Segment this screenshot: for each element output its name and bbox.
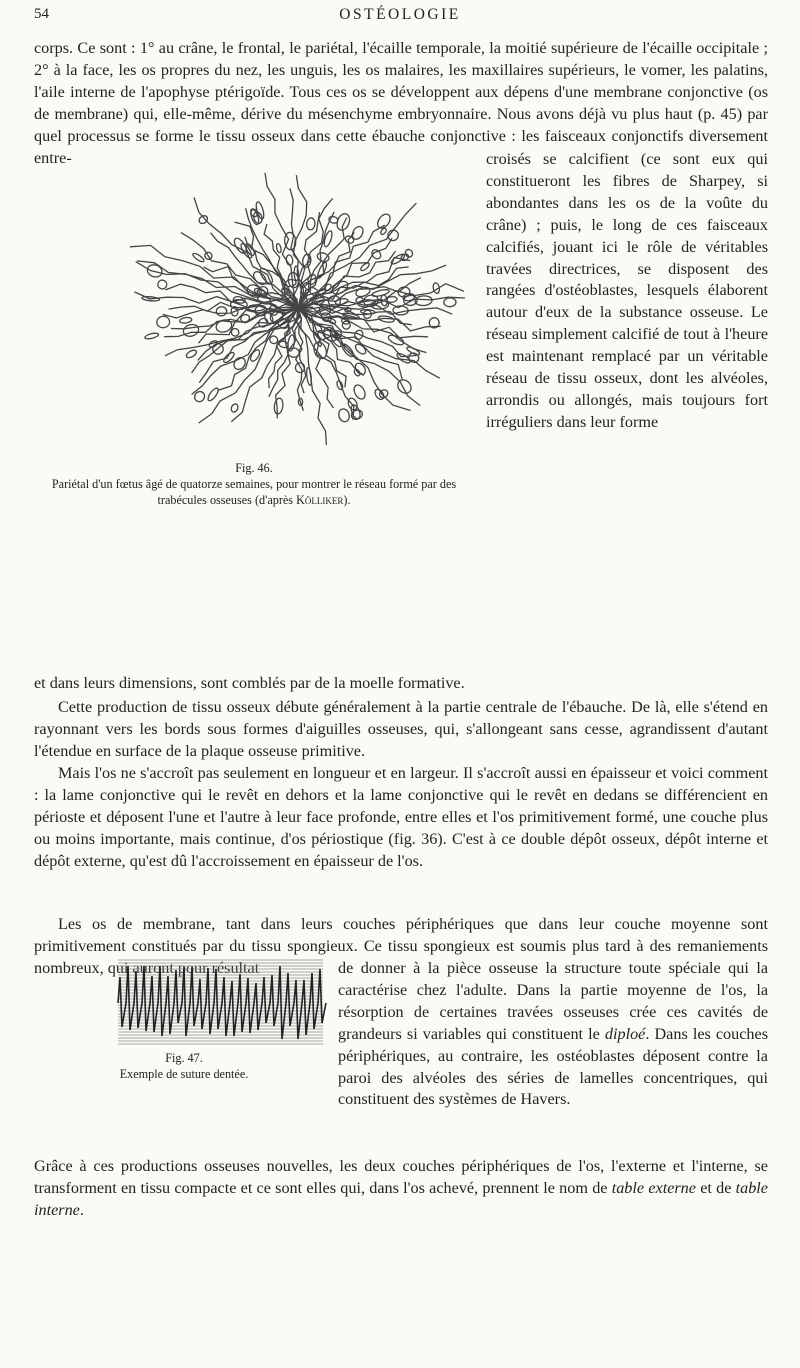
trabecula	[298, 265, 446, 308]
alveolus	[316, 261, 328, 279]
alveolus	[273, 398, 284, 415]
alveolus	[232, 355, 248, 371]
figure-47-caption: Exemple de suture dentée.	[119, 1067, 249, 1081]
paragraph-1: corps. Ce sont : 1° au crâne, le frontal, le pariétal, l'écaille temporale, la moitié supérieure de l'écaille occipitale ; 2° à la face, les os propres du nez, les unguis, les os malaires, les maxillaires supérieurs, le vomer, les palatins, l'aile interne de l'apophyse ptérigoïde. Tous ces os se développent aux dépens d'une membrane conjonctive (os de membrane) qui, elle-même, dérive du mésenchyme embryonnaire. Nous avons déjà vu plus haut (p. 45) par quel processus se forme le tissu osseux dans cette ébauche conjonctive : les faisceaux conjonctifs diversement entre-	[34, 39, 768, 167]
page-header	[34, 6, 766, 28]
paragraph-1-end: et dans leurs dimensions, sont comblés par de la moelle formative.	[34, 674, 465, 692]
alveolus	[337, 408, 351, 424]
alveolus	[406, 346, 421, 357]
alveolus	[144, 332, 159, 340]
term-diploe: diploé	[604, 1024, 646, 1043]
alveolus	[179, 317, 192, 324]
alveolus	[182, 323, 200, 338]
page-number: 54	[34, 6, 49, 22]
figure-46-author: Kölliker	[296, 493, 344, 507]
paragraph-4-start: Les os de membrane, tant dans leurs couches périphériques que dans leur couche moyenne sont primitivement constitués par du tissu spongieux. Ce tissu spongieux est soumis plus tard à des remaniements nombreux, qui auront pour résultat	[34, 915, 768, 977]
alveolus	[371, 288, 390, 297]
term-table-externe: table externe	[611, 1178, 696, 1197]
figure-46-caption-block	[34, 460, 474, 508]
paragraph-2: Cette production de tissu osseux débute généralement à la partie centrale de l'ébauche. De là, elle s'étend en rayonnant vers les bords sous formes d'aiguilles osseuses, qui, s'allongeant sans cesse, agrandissent d'autant l'étendue en surface de la plaque osseuse primitive.	[34, 698, 768, 760]
alveolus	[375, 212, 392, 231]
alveolus	[216, 307, 227, 317]
alveolus	[276, 243, 282, 253]
alveolus	[192, 252, 205, 263]
alveolus	[386, 228, 401, 243]
alveolus	[386, 296, 397, 303]
alveolus	[352, 383, 368, 401]
alveolus	[340, 342, 355, 358]
alveolus	[302, 254, 312, 268]
alveolus	[230, 403, 239, 413]
alveolus	[206, 387, 220, 403]
figure-47-label: Fig. 47.	[165, 1051, 203, 1065]
paragraph-3: Mais l'os ne s'accroît pas seulement en longueur et en largeur. Il s'accroît aussi en épaisseur et voici comment : la lame conjonctive qui le revêt en dehors et la lame conjonctive qui le revêt en dedans se différencient en périoste et déposent l'une et l'autre à leur face profonde, entre elles et l'os primitivement formé, une couche plus ou moins importante, mais continue, d'os périostique (fig. 36). C'est à ce double dépôt osseux, dépôt interne et dépôt externe, qu'est dû l'accroissement en épaisseur de l'os.	[34, 764, 768, 870]
alveolus	[198, 214, 209, 225]
alveolus	[349, 404, 361, 420]
alveolus	[316, 251, 330, 263]
alveolus	[432, 282, 440, 294]
figure-46-parietal-network	[118, 158, 478, 458]
paragraph-4-end: Grâce à ces productions osseuses nouvelles, les deux couches périphériques de l'os, l'externe et l'interne, se transforment en tissu compacte et ce sont elles qui, dans l'os achevé, prennent le nom de table externe et de table interne.	[34, 1157, 768, 1219]
alveolus	[156, 315, 170, 328]
suture-line	[118, 966, 326, 1039]
alveolus	[157, 279, 168, 290]
alveolus	[353, 368, 361, 377]
figure-47-caption-block	[34, 1050, 334, 1082]
alveolus	[355, 286, 371, 299]
alveolus	[323, 230, 334, 248]
figure-46-label: Fig. 46.	[235, 461, 273, 475]
alveolus	[336, 380, 344, 390]
float-text: croisés se calcifient (ce sont eux qui constitueront les fibres de Sharpey, si abondantes dans les os de la voûte du crâne) ; puis, le long de ces faisceaux calcifiés, jouant ici le rôle de véritables travées directrices, se disposent des rangées d'ostéoblastes, lesquels élaborent autour d'eux de la substance osseuse. Le réseau simplement calcifié de tout à l'heure est maintenant remplacé par un véritable réseau de tissu osseux, dont les alvéoles, arrondis ou allongés, mais toujours fort irréguliers dans leur forme	[486, 150, 768, 431]
paragraph-4-middle: de donner à la pièce osseuse la structure toute spéciale qui la caractérise chez l'adulte. Dans la partie moyenne de l'os, la résorption de certaines travées osseuses crée ces cavités de grandeurs si variables qui constituent le diploé. Dans les couches périphériques, au contraire, les ostéoblastes déposent contre la paroi des alvéoles des séries de lamelles concentriques, qui constituent des systèmes de Havers.	[338, 959, 769, 1109]
alveolus	[288, 348, 300, 358]
figure-46-caption: Pariétal d'un fœtus âgé de quatorze semaines, pour montrer le réseau formé par des trabécules osseuses (d'après Kölliker).	[51, 477, 457, 507]
figure-47-dentate-suture	[118, 958, 323, 1048]
alveolus	[344, 235, 355, 245]
alveolus	[306, 218, 315, 231]
alveolus	[285, 279, 297, 288]
alveolus	[185, 349, 197, 360]
term-table-interne: table interne	[34, 1178, 768, 1219]
alveolus	[444, 298, 457, 307]
alveolus	[354, 342, 368, 355]
running-title: OSTÉOLOGIE	[339, 6, 461, 23]
alveolus	[278, 340, 289, 348]
